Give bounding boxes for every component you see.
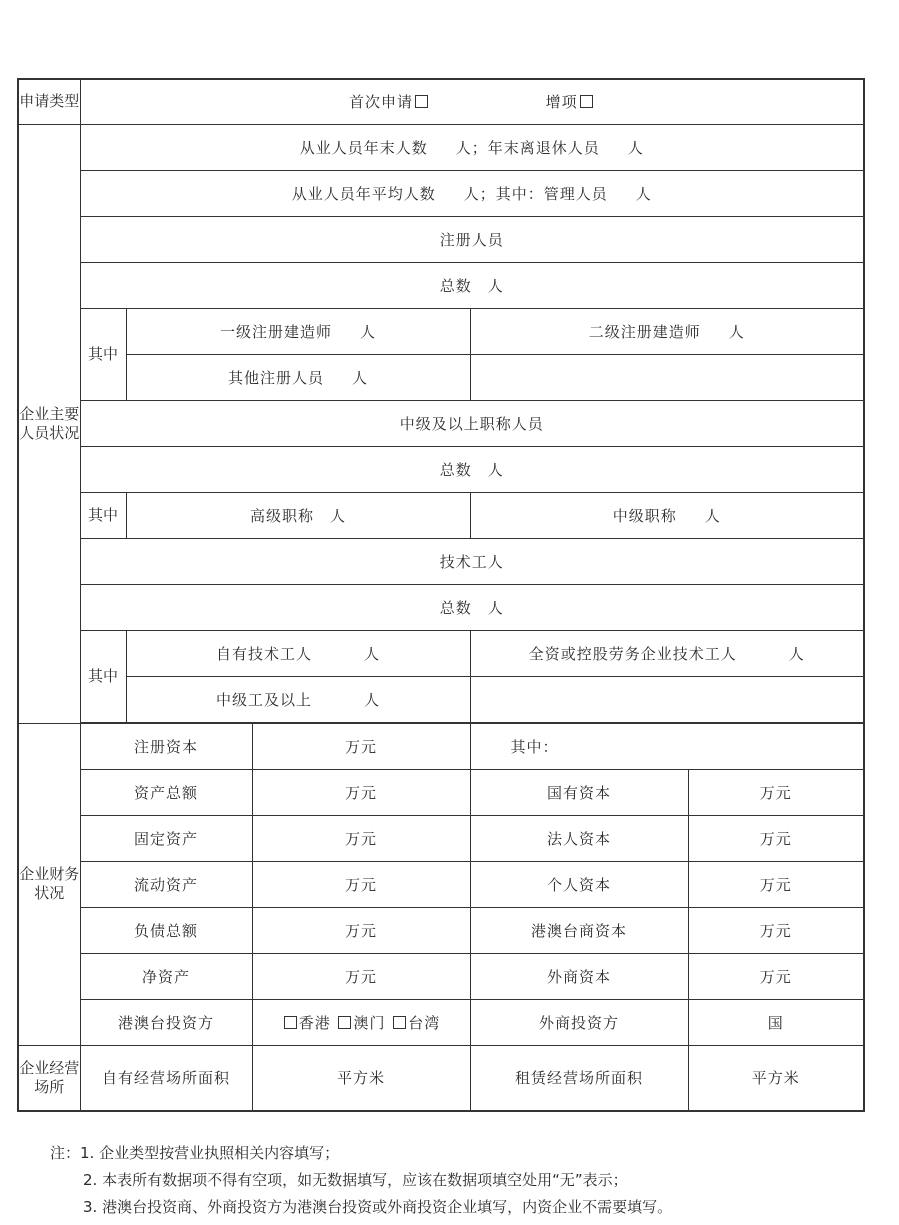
finance-row-fixed-assets	[18, 815, 864, 861]
note-text: 1. 企业类型按营业执照相关内容填写；	[80, 1144, 340, 1162]
titled-total-field[interactable]	[80, 446, 864, 492]
own-workers-label: 自有技术工人	[215, 644, 312, 663]
person-unit: 人	[635, 184, 652, 203]
corporate-capital-label: 法人资本	[470, 815, 688, 861]
registered-personnel-title: 注册人员	[80, 216, 864, 262]
retired-count-label: 人；年末离退休人员	[455, 138, 600, 157]
hmt-capital-label: 港澳台商资本	[470, 907, 688, 953]
person-unit: 人	[704, 506, 721, 525]
own-premises-area-label: 自有经营场所面积	[80, 1045, 252, 1111]
average-count-label: 从业人员年平均人数	[291, 184, 436, 203]
person-unit: 人	[364, 644, 381, 663]
titled-personnel-title: 中级及以上职称人员	[80, 400, 864, 446]
mid-level-workers-field[interactable]	[126, 676, 470, 722]
registered-total-field[interactable]	[80, 262, 864, 308]
labor-company-workers-label: 全资或控股劳务企业技术工人	[528, 644, 737, 663]
total-label: 总数	[439, 276, 472, 295]
hmt-investor-label: 港澳台投资方	[80, 999, 252, 1045]
year-end-count-field[interactable]	[80, 124, 864, 170]
registered-title-row	[18, 216, 864, 262]
workers-detail-row-2	[18, 676, 864, 722]
personal-capital-label: 个人资本	[470, 861, 688, 907]
state-capital-label: 国有资本	[470, 769, 688, 815]
hong-kong-label: 香港	[298, 1013, 331, 1032]
of-which-label: 其中	[80, 630, 126, 722]
person-unit: 人	[352, 368, 369, 387]
macau-label: 澳门	[353, 1013, 386, 1032]
registered-total-row	[18, 262, 864, 308]
application-type-row	[18, 79, 864, 124]
workers-detail-row-1	[18, 630, 864, 676]
finance-row-net-assets	[18, 953, 864, 999]
taiwan-checkbox[interactable]	[393, 1016, 406, 1029]
note-item-2	[50, 1167, 880, 1194]
registered-capital-value[interactable]: 万元	[252, 723, 470, 769]
finance-row-registered-capital	[18, 723, 864, 769]
first-application-checkbox[interactable]	[415, 95, 428, 108]
fixed-assets-label: 固定资产	[80, 815, 252, 861]
other-registered-label: 其他注册人员	[227, 368, 324, 387]
hmt-investor-options	[252, 999, 470, 1045]
application-type-label: 申请类型	[18, 79, 80, 124]
personnel-average-row	[18, 170, 864, 216]
finance-row-current-assets	[18, 861, 864, 907]
person-unit: 人	[788, 644, 805, 663]
person-unit: 人	[487, 598, 504, 617]
personal-capital-value[interactable]: 万元	[688, 861, 864, 907]
finance-row-total-liabilities	[18, 907, 864, 953]
of-which-label: 其中	[80, 308, 126, 400]
current-assets-value[interactable]: 万元	[252, 861, 470, 907]
titled-title-row	[18, 400, 864, 446]
personnel-year-end-row	[18, 124, 864, 170]
corporate-capital-value[interactable]: 万元	[688, 815, 864, 861]
notes-prefix: 注：	[50, 1144, 81, 1162]
mid-level-workers-label: 中级工及以上	[215, 690, 312, 709]
foreign-investor-value[interactable]: 国	[688, 999, 864, 1045]
of-which-label: 其中	[80, 492, 126, 538]
total-liabilities-label: 负债总额	[80, 907, 252, 953]
person-unit: 人	[364, 690, 381, 709]
total-assets-label: 资产总额	[80, 769, 252, 815]
note-item-1	[50, 1140, 880, 1167]
total-assets-value[interactable]: 万元	[252, 769, 470, 815]
level1-constructor-label: 一级注册建造师	[219, 322, 332, 341]
premises-section-label: 企业经营场所	[18, 1045, 80, 1111]
person-unit: 人	[487, 276, 504, 295]
workers-total-row	[18, 584, 864, 630]
taiwan-label: 台湾	[408, 1013, 441, 1032]
registered-detail-row-2	[18, 354, 864, 400]
total-label: 总数	[439, 598, 472, 617]
registered-capital-label: 注册资本	[80, 723, 252, 769]
empty-cell	[470, 676, 864, 722]
middle-title-label: 中级职称	[612, 506, 677, 525]
finance-row-total-assets	[18, 769, 864, 815]
rented-premises-area-label: 租赁经营场所面积	[470, 1045, 688, 1111]
workers-title: 技术工人	[80, 538, 864, 584]
first-application-label: 首次申请	[348, 93, 413, 112]
own-workers-field[interactable]	[126, 630, 470, 676]
hong-kong-checkbox[interactable]	[284, 1016, 297, 1029]
senior-title-label: 高级职称	[249, 506, 314, 525]
empty-cell	[470, 354, 864, 400]
add-item-label: 增项	[545, 93, 578, 112]
person-unit: 人	[360, 322, 377, 341]
other-registered-field[interactable]	[126, 354, 470, 400]
foreign-investor-label: 外商投资方	[470, 999, 688, 1045]
finance-row-investors	[18, 999, 864, 1045]
note-item-3	[50, 1194, 880, 1221]
note-text: 2. 本表所有数据项不得有空项，如无数据填写，应该在数据项填空处用“无”表示；	[83, 1171, 628, 1189]
workers-total-field[interactable]	[80, 584, 864, 630]
management-count-label: 人；其中：管理人员	[463, 184, 608, 203]
middle-title-field[interactable]	[470, 492, 864, 538]
level1-constructor-field[interactable]	[126, 308, 470, 354]
application-form-table	[17, 78, 865, 1112]
titled-total-row	[18, 446, 864, 492]
personnel-section-label: 企业主要人员状况	[18, 124, 80, 723]
state-capital-value[interactable]: 万元	[688, 769, 864, 815]
current-assets-label: 流动资产	[80, 861, 252, 907]
average-count-field[interactable]	[80, 170, 864, 216]
registered-detail-row-1	[18, 308, 864, 354]
year-end-count-label: 从业人员年末人数	[299, 138, 428, 157]
total-liabilities-value[interactable]: 万元	[252, 907, 470, 953]
titled-detail-row	[18, 492, 864, 538]
notes-section	[50, 1140, 880, 1221]
note-text: 3. 港澳台投资商、外商投资方为港澳台投资或外商投资企业填写，内资企业不需要填写。	[83, 1198, 673, 1216]
senior-title-field[interactable]	[126, 492, 470, 538]
total-label: 总数	[439, 460, 472, 479]
foreign-capital-label: 外商资本	[470, 953, 688, 999]
net-assets-label: 净资产	[80, 953, 252, 999]
application-type-options	[80, 79, 864, 124]
macau-checkbox[interactable]	[338, 1016, 351, 1029]
of-which-capital-label: 其中：	[470, 723, 864, 769]
person-unit: 人	[728, 322, 745, 341]
hmt-capital-value[interactable]: 万元	[688, 907, 864, 953]
workers-title-row	[18, 538, 864, 584]
own-premises-area-value[interactable]: 平方米	[252, 1045, 470, 1111]
level2-constructor-field[interactable]	[470, 308, 864, 354]
level2-constructor-label: 二级注册建造师	[588, 322, 701, 341]
person-unit: 人	[330, 506, 347, 525]
fixed-assets-value[interactable]: 万元	[252, 815, 470, 861]
net-assets-value[interactable]: 万元	[252, 953, 470, 999]
add-item-checkbox[interactable]	[580, 95, 593, 108]
person-unit: 人	[487, 460, 504, 479]
foreign-capital-value[interactable]: 万元	[688, 953, 864, 999]
premises-row	[18, 1045, 864, 1111]
person-unit: 人	[627, 138, 644, 157]
labor-company-workers-field[interactable]	[470, 630, 864, 676]
rented-premises-area-value[interactable]: 平方米	[688, 1045, 864, 1111]
finance-section-label: 企业财务状况	[18, 723, 80, 1045]
